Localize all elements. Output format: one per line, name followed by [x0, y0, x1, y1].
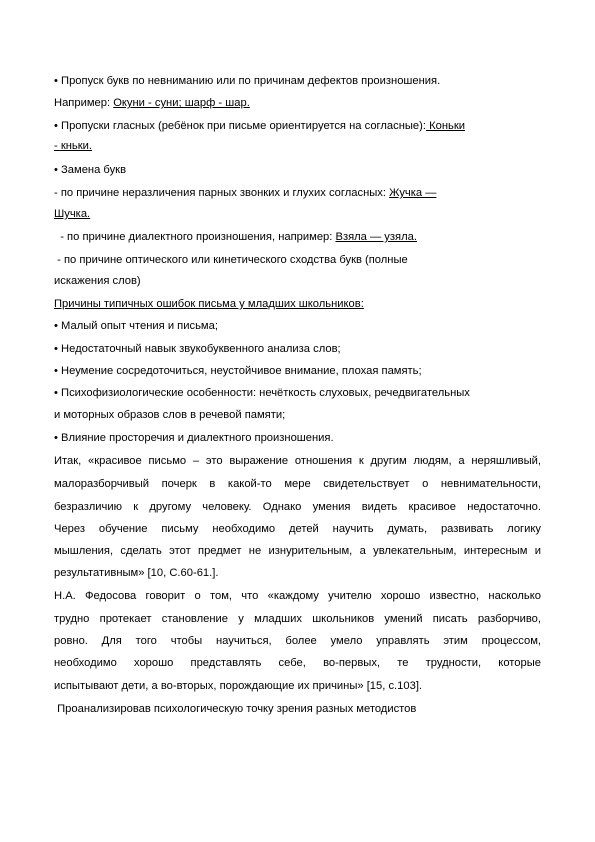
text-line — [54, 186, 436, 200]
paragraph-line: малоразборчивый почерк в какой-то мере свидетельствует о невнимательности, — [54, 478, 541, 490]
text-line — [54, 342, 341, 356]
example-text: - кньки. — [54, 140, 92, 152]
bullet-text: • Малый опыт чтения и письма; — [54, 320, 218, 332]
bullet-text: • Замена букв — [54, 164, 127, 176]
paragraph-line: Н.А. Федосова говорит о том, что «каждому учителю хорошо известно, насколько — [54, 590, 541, 602]
paragraph-line: Итак, «красивое письмо – это выражение отношения к другим людям, а неряшливый, — [54, 455, 541, 467]
bullet-text: • Влияние просторечия и диалектного произношения. — [54, 432, 334, 444]
paragraph-line: ровно. Для того чтобы научиться, более умело управлять этим процессом, — [54, 635, 541, 647]
paragraph-line: результативным» [10, С.60-61.]. — [54, 567, 219, 579]
body-text: - по причине диалектного произношения, например: — [54, 231, 336, 243]
section-heading: Причины типичных ошибок письма у младших школьников: — [54, 298, 364, 310]
paragraph-line: Через обучение письму необходимо детей научить думать, развивать логику — [54, 523, 541, 535]
text-line — [54, 139, 92, 153]
example-text: Коньки — [426, 120, 465, 132]
text-line — [54, 163, 126, 177]
text-line — [54, 297, 364, 311]
text-line — [54, 386, 470, 400]
text-line — [54, 230, 417, 244]
example-label: Например: — [54, 97, 114, 109]
example-text: Жучка — — [389, 187, 437, 199]
body-text: - по причине оптического или кинетического сходства букв (полные — [54, 254, 408, 266]
text-line — [54, 207, 90, 221]
bullet-text: • Неумение сосредоточиться, неустойчивое внимание, плохая память; — [54, 365, 422, 377]
text-line — [54, 253, 408, 267]
text-line — [54, 431, 334, 445]
text-line — [54, 319, 218, 333]
text-line — [54, 408, 285, 422]
text-line — [54, 274, 141, 288]
paragraph-line: испытывают дети, а во-вторых, порождающие их причины» [15, с.103]. — [54, 680, 423, 692]
bullet-text: • Недостаточный навык звукобуквенного анализа слов; — [54, 343, 341, 355]
example-text: Взяла — узяла. — [335, 231, 417, 243]
example-text: Шучка. — [54, 208, 91, 220]
paragraph-line: трудно протекает становление у младших школьников умений писать разборчиво, — [54, 613, 541, 625]
text-line — [54, 96, 250, 110]
paragraph-line: мышления, сделать этот предмет не изнурительным, а увлекательным, интересным и — [54, 545, 541, 557]
body-text: и моторных образов слов в речевой памяти; — [54, 409, 286, 421]
text-line — [54, 364, 422, 378]
text-line — [54, 119, 465, 133]
bullet-text: • Пропуск букв по невниманию или по причинам дефектов произношения. — [54, 75, 441, 87]
body-text: - по причине неразличения парных звонких и глухих согласных: — [54, 187, 390, 199]
text-line — [54, 702, 416, 716]
body-text: Проанализировав психологическую точку зрения разных методистов — [54, 703, 417, 715]
bullet-text: • Психофизиологические особенности: нечёткость слуховых, речедвигательных — [54, 387, 470, 399]
body-text: искажения слов) — [54, 275, 141, 287]
example-text: Окуни - суни; шарф - шар. — [113, 97, 250, 109]
bullet-text: • Пропуски гласных (ребёнок при письме ориентируется на согласные): — [54, 120, 426, 132]
paragraph-line: необходимо хорошо представлять себе, во-первых, те трудности, которые — [54, 657, 541, 669]
paragraph-line: безразличию к другому человеку. Однако умения видеть красивое недостаточно. — [54, 501, 541, 513]
text-line — [54, 74, 440, 88]
